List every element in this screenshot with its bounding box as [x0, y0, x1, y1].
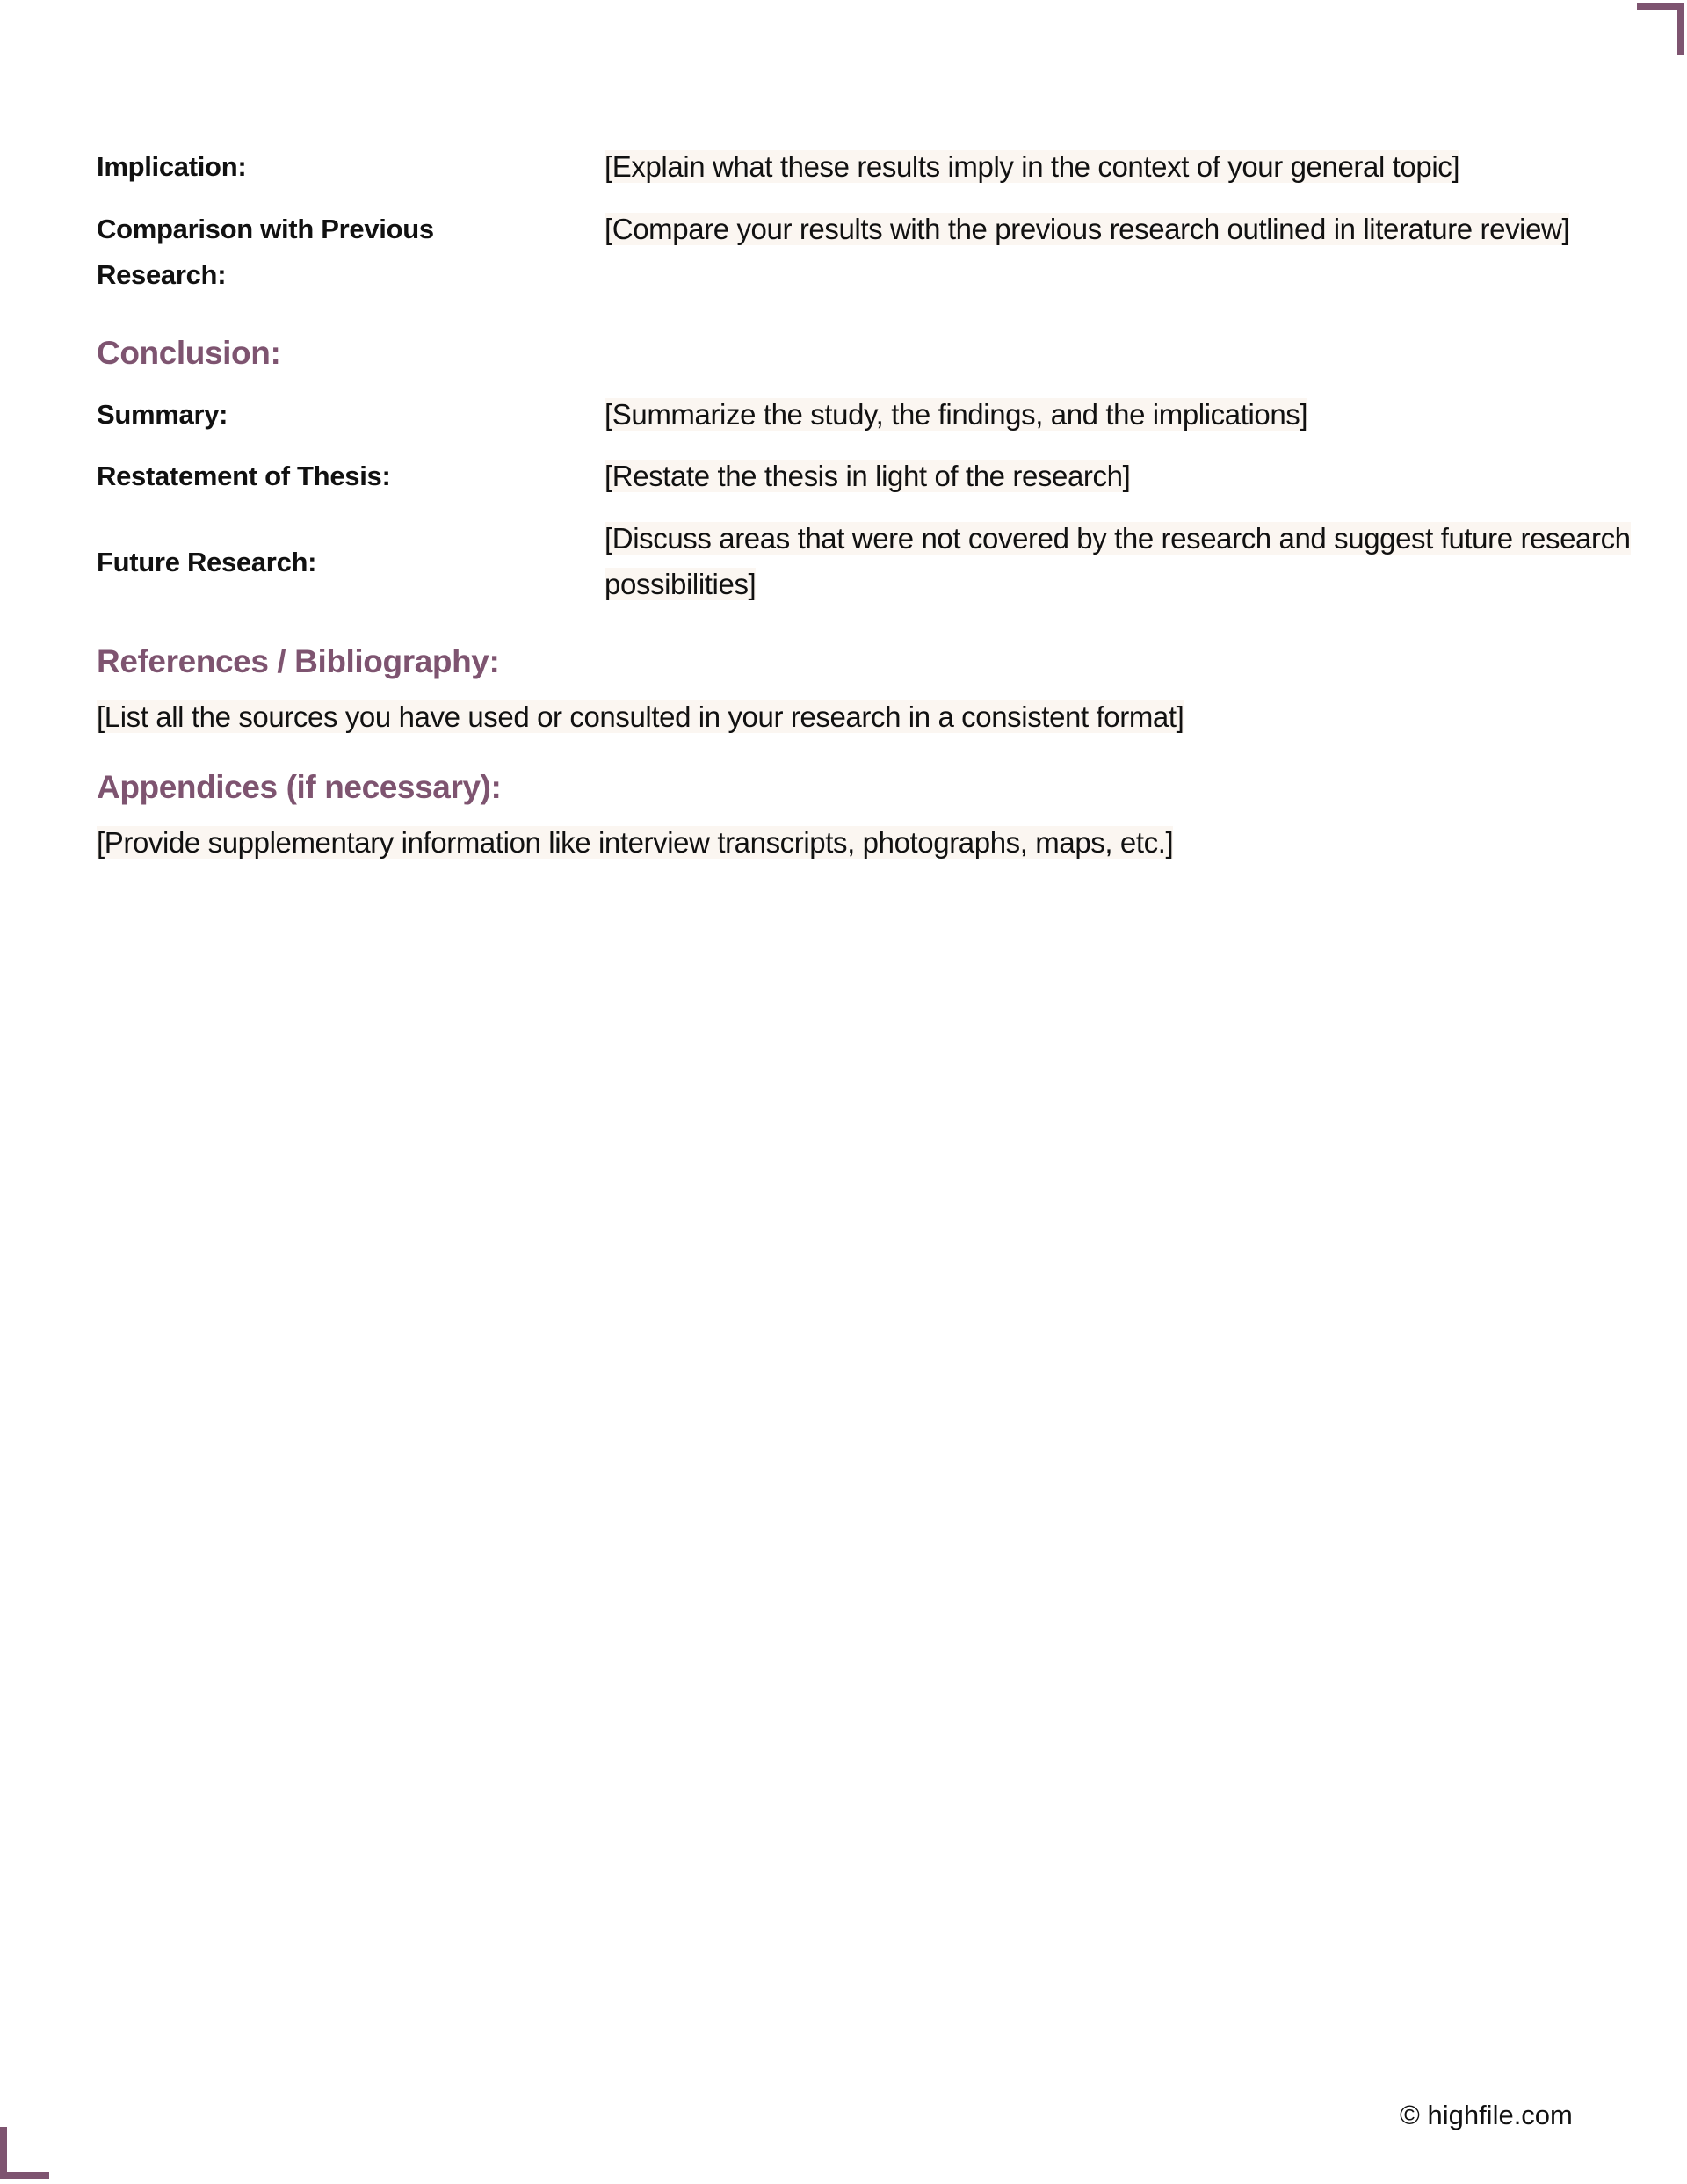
implication-row	[97, 144, 1590, 190]
summary-placeholder[interactable]: [Summarize the study, the findings, and the implications]	[605, 398, 1308, 431]
implication-label: Implication:	[97, 151, 247, 182]
future-research-placeholder[interactable]: [Discuss areas that were not covered by the research and suggest future research possibilities]	[605, 522, 1631, 600]
comparison-label: Comparison with Previous Research:	[97, 214, 434, 290]
comparison-row	[97, 207, 1590, 300]
appendices-placeholder[interactable]: [Provide supplementary information like interview transcripts, photographs, maps, etc.]	[97, 826, 1174, 859]
future-research-row	[97, 516, 1631, 609]
corner-bracket-bottom-left	[0, 2172, 49, 2179]
conclusion-heading: Conclusion:	[97, 335, 281, 371]
comparison-placeholder[interactable]: [Compare your results with the previous research outlined in literature review]	[605, 213, 1570, 245]
corner-bracket-top-right-vertical	[1677, 3, 1684, 55]
future-research-label: Future Research:	[97, 547, 317, 577]
footer-copyright: © highfile.com	[1400, 2100, 1573, 2130]
implication-placeholder[interactable]: [Explain what these results imply in the context of your general topic]	[605, 150, 1460, 183]
implication-value[interactable]	[605, 144, 1685, 190]
summary-row	[97, 392, 1590, 438]
restatement-row	[97, 453, 1590, 499]
restatement-label: Restatement of Thesis:	[97, 461, 391, 491]
restatement-value[interactable]	[605, 453, 1685, 499]
appendices-text[interactable]	[97, 820, 1173, 866]
summary-label: Summary:	[97, 399, 228, 430]
restatement-placeholder[interactable]: [Restate the thesis in light of the research]	[605, 460, 1131, 492]
summary-value[interactable]	[605, 392, 1685, 438]
appendices-heading: Appendices (if necessary):	[97, 769, 502, 805]
references-heading: References / Bibliography:	[97, 643, 500, 679]
future-research-value[interactable]	[605, 516, 1672, 607]
references-placeholder[interactable]: [List all the sources you have used or consulted in your research in a consistent format]	[97, 700, 1184, 733]
comparison-value[interactable]	[605, 207, 1668, 252]
references-text[interactable]	[97, 694, 1184, 740]
